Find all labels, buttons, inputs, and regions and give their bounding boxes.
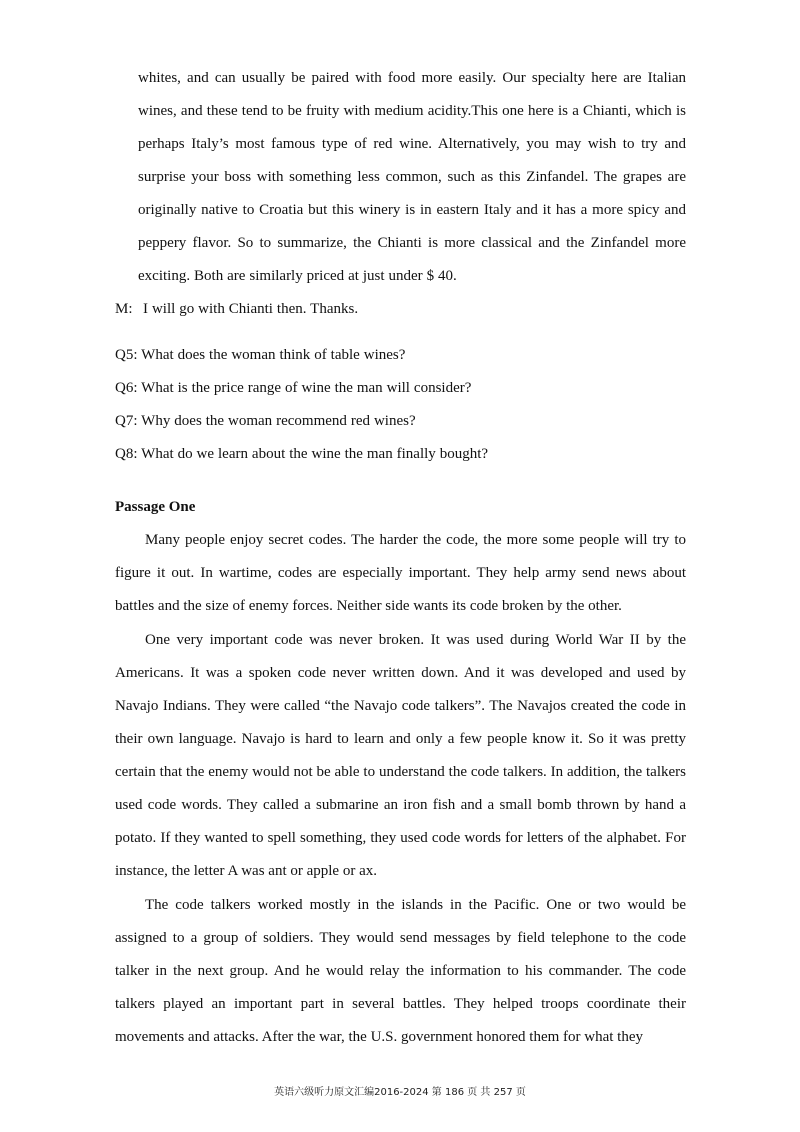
passage-title: Passage One bbox=[115, 499, 196, 515]
continued-dialog-paragraph: whites, and can usually be paired with food more easily. Our specialty here are Italian wines, and these tend to be fruity with medium acidity.This one here is a Chianti, which is perhaps Italy’s most famous type of red wine. Alternatively, you may wish to try and surprise your boss with something less common, such as this Zinfandel. The grapes are originally native to Croatia but this winery is in eastern Italy and it has a more spicy and peppery flavor. So to summarize, the Chianti is more classical and the Zinfandel more exciting. Both are similarly priced at just under $ 40. bbox=[138, 70, 686, 284]
question-item: Q6: What is the price range of wine the man will consider? bbox=[115, 380, 472, 396]
question-item: Q5: What does the woman think of table wines? bbox=[115, 347, 406, 363]
question-item: Q8: What do we learn about the wine the man finally bought? bbox=[115, 446, 489, 462]
question-list bbox=[115, 339, 685, 471]
passage-paragraph: The code talkers worked mostly in the islands in the Pacific. One or two would be assigned to a group of soldiers. They would send messages by field telephone to the code talker in the next group. And he would relay the information to his commander. The code talkers played an important part in several battles. They helped troops coordinate their movements and attacks. After the war, the U.S. government honored them for what they bbox=[115, 897, 686, 1045]
speaker-label: M: bbox=[115, 301, 133, 317]
dialog-text: I will go with Chianti then. Thanks. bbox=[143, 301, 359, 317]
passage-paragraph: One very important code was never broken. It was used during World War II by the Americans. It was a spoken code never written down. And it was developed and used by Navajo Indians. They were called “the Navajo code talkers”. The Navajos created the code in their own language. Navajo is hard to learn and only a few people know it. So it was pretty certain that the enemy would not be able to understand the code talkers. In addition, the talkers used code words. They called a submarine an iron fish and a small bomb thrown by hand a potato. If they wanted to spell something, they used code words for letters of the alphabet. For instance, the letter A was ant or apple or ax. bbox=[115, 632, 686, 879]
passage-paragraph: Many people enjoy secret codes. The harder the code, the more some people will try to figure it out. In wartime, codes are especially important. They help army send news about battles and the size of enemy forces. Neither side wants its code broken by the other. bbox=[115, 532, 686, 614]
page-footer: 英语六级听力原文汇编2016-2024 第 186 页 共 257 页 bbox=[274, 1087, 526, 1098]
question-item: Q7: Why does the woman recommend red wines? bbox=[115, 413, 416, 429]
dialog-line-man bbox=[115, 293, 685, 326]
